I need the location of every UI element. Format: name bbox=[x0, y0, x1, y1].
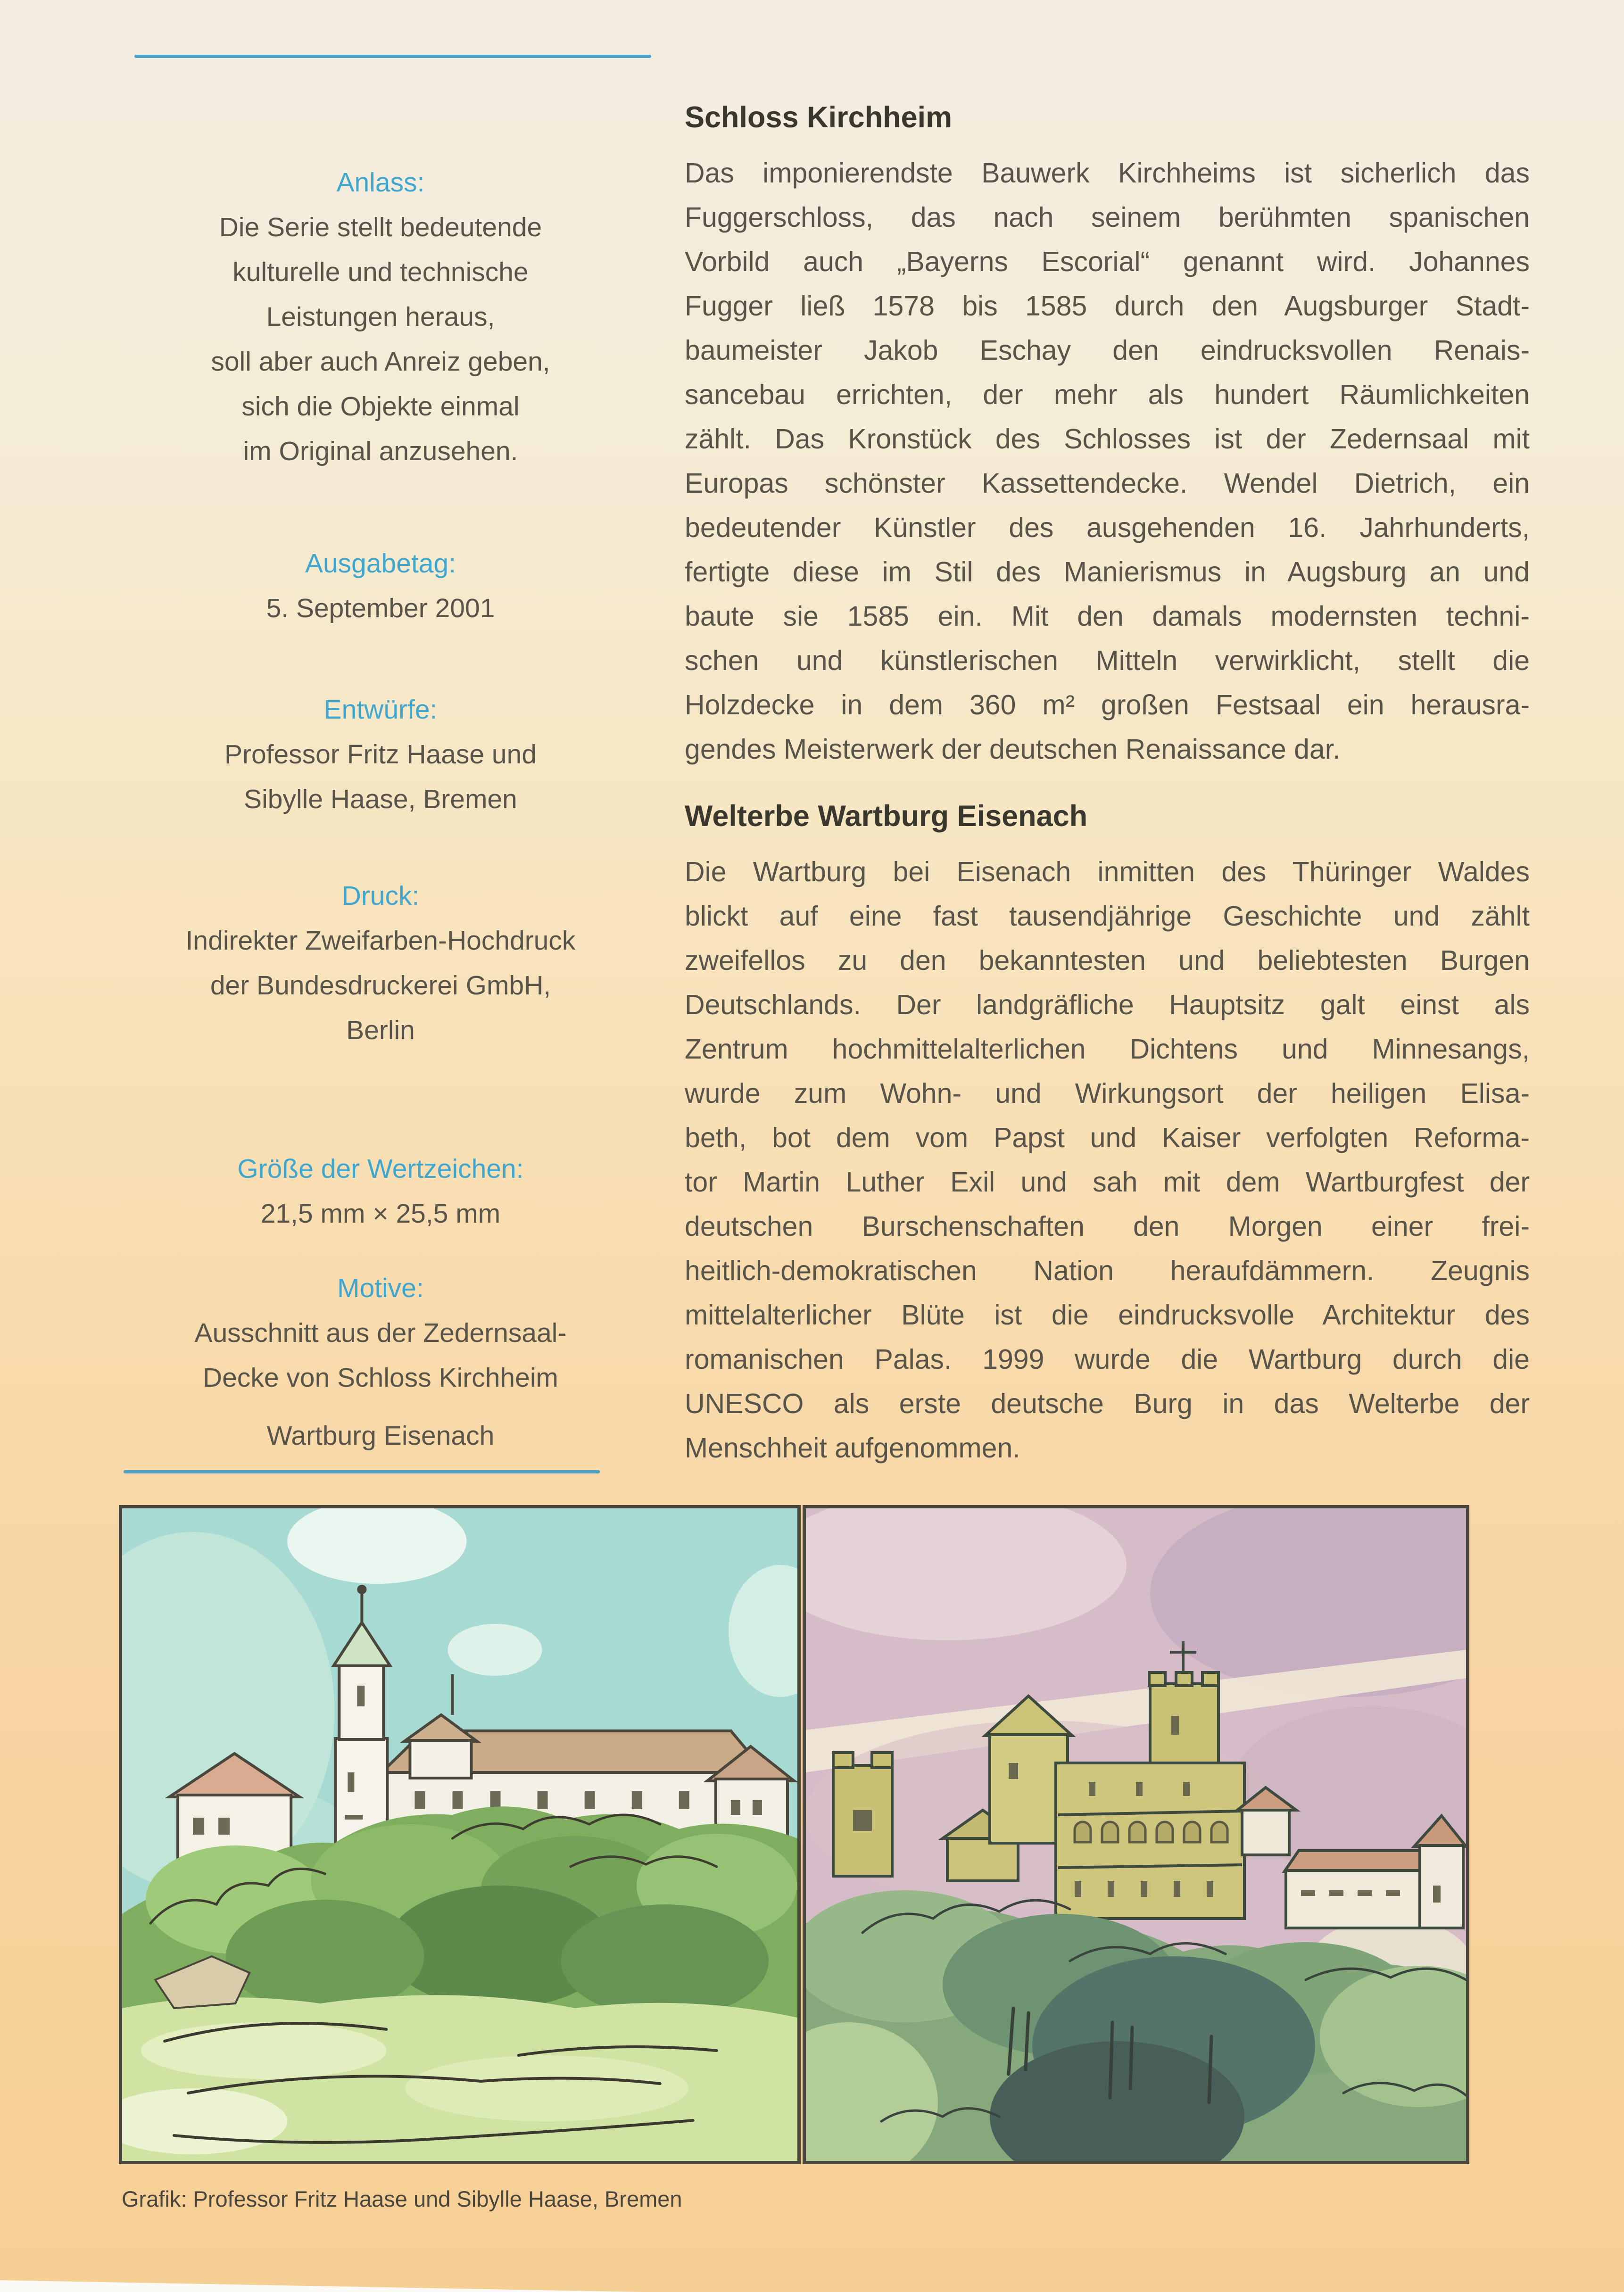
text-line: Professor Fritz Haase und bbox=[224, 739, 537, 770]
text-line: 5. September 2001 bbox=[266, 593, 495, 623]
text-line: baumeister Jakob Eschay den eindrucksvollen Renais- bbox=[685, 335, 1530, 366]
section-text bbox=[109, 1192, 652, 1236]
article-body bbox=[685, 850, 1530, 1470]
section-label: Motive: bbox=[337, 1273, 424, 1303]
text-line: kulturelle und technische bbox=[232, 257, 529, 287]
section-label: Entwürfe: bbox=[323, 695, 438, 725]
text-line: der Bundesdruckerei GmbH, bbox=[210, 970, 551, 1001]
text-line: Berlin bbox=[346, 1015, 415, 1045]
text-line: Holzdecke in dem 360 m² großen Festsaal ein herausra- bbox=[685, 689, 1530, 720]
text-line: Fuggerschloss, das nach seinem berühmten spanischen bbox=[685, 202, 1530, 233]
text-line: romanischen Palas. 1999 wurde die Wartburg durch die bbox=[685, 1344, 1530, 1375]
article-heading: Schloss Kirchheim bbox=[685, 101, 953, 134]
text-line: zählt. Das Kronstück des Schlosses ist der Zedernsaal mit bbox=[685, 423, 1530, 455]
text-line: mittelalterlicher Blüte ist die eindrucksvolle Architektur des bbox=[685, 1299, 1530, 1331]
text-line: wurde zum Wohn- und Wirkungsort der heiligen Elisa- bbox=[685, 1078, 1530, 1109]
article-heading: Welterbe Wartburg Eisenach bbox=[685, 800, 1088, 833]
divider-line-bottom bbox=[124, 1470, 600, 1473]
text-line: Sibylle Haase, Bremen bbox=[244, 784, 517, 814]
text-line: Europas schönster Kassettendecke. Wendel Dietrich, ein bbox=[685, 468, 1530, 499]
section-label: Anlass: bbox=[336, 167, 425, 198]
sidebar bbox=[109, 0, 652, 1509]
section-label: Größe der Wertzeichen: bbox=[237, 1154, 524, 1184]
section-text bbox=[109, 1311, 652, 1400]
text-line: blickt auf eine fast tausendjährige Geschichte und zählt bbox=[685, 901, 1530, 932]
text-line: schen und künstlerischen Mitteln verwirklicht, stellt die bbox=[685, 645, 1530, 676]
text-line: Menschheit aufgenommen. bbox=[685, 1432, 1020, 1464]
text-line: sich die Objekte einmal bbox=[241, 391, 520, 422]
text-line: deutschen Burschenschaften den Morgen einer frei- bbox=[685, 1211, 1530, 1242]
text-line: Das imponierendste Bauwerk Kirchheims ist sicherlich das bbox=[685, 157, 1530, 189]
text-line: baute sie 1585 ein. Mit den damals modernsten techni- bbox=[685, 601, 1530, 632]
motive-second-item: Wartburg Eisenach bbox=[266, 1421, 495, 1451]
text-line: bedeutender Künstler des ausgehenden 16. Jahrhunderts, bbox=[685, 512, 1530, 543]
schloss-kirchheim-illustration bbox=[119, 1505, 801, 2164]
section-text bbox=[109, 918, 652, 1053]
main-column bbox=[685, 0, 1530, 1509]
article-schloss-kirchheim bbox=[685, 100, 1530, 771]
text-line: 21,5 mm × 25,5 mm bbox=[260, 1199, 501, 1229]
text-line: Zentrum hochmittelalterlichen Dichtens und Minnesangs, bbox=[685, 1034, 1530, 1065]
sidebar-section-entwuerfe bbox=[109, 687, 652, 822]
text-line: Fugger ließ 1578 bis 1585 durch den Augsburger Stadt- bbox=[685, 290, 1530, 322]
text-line: Decke von Schloss Kirchheim bbox=[203, 1363, 558, 1393]
sidebar-section-ausgabetag bbox=[109, 541, 652, 631]
section-label: Druck: bbox=[341, 881, 420, 911]
text-line: fertigte diese im Stil des Manierismus in Augsburg an und bbox=[685, 556, 1530, 587]
text-line: heitlich-demokratischen Nation heraufdämmern. Zeugnis bbox=[685, 1255, 1530, 1286]
sidebar-section-anlass bbox=[109, 160, 652, 474]
section-text bbox=[109, 205, 652, 474]
section-text bbox=[109, 732, 652, 822]
text-line: Indirekter Zweifarben-Hochdruck bbox=[185, 926, 576, 956]
text-line: im Original anzusehen. bbox=[243, 436, 518, 466]
watercolor-wartburg bbox=[806, 1508, 1466, 2161]
text-line: sancebau errichten, der mehr als hundert Räumlichkeiten bbox=[685, 379, 1530, 410]
section-label: Ausgabetag: bbox=[305, 548, 456, 579]
sidebar-section-druck bbox=[109, 874, 652, 1053]
sidebar-section-motive bbox=[109, 1266, 652, 1458]
article-body bbox=[685, 151, 1530, 771]
section-text bbox=[109, 586, 652, 631]
text-line: Leistungen heraus, bbox=[266, 302, 495, 332]
text-line: Ausschnitt aus der Zedernsaal- bbox=[194, 1318, 567, 1348]
watercolor-schloss-kirchheim bbox=[122, 1508, 797, 2161]
article-wartburg-eisenach bbox=[685, 799, 1530, 1470]
text-line: beth, bot dem vom Papst und Kaiser verfolgten Reforma- bbox=[685, 1122, 1530, 1153]
text-line: UNESCO als erste deutsche Burg in das Welterbe der bbox=[685, 1388, 1530, 1419]
text-line: tor Martin Luther Exil und sah mit dem Wartburgfest der bbox=[685, 1167, 1530, 1198]
text-line: Die Wartburg bei Eisenach inmitten des Thüringer Waldes bbox=[685, 856, 1530, 887]
text-line: gendes Meisterwerk der deutschen Renaissance dar. bbox=[685, 734, 1341, 765]
wartburg-illustration bbox=[803, 1505, 1469, 2164]
sidebar-section-groesse bbox=[109, 1147, 652, 1236]
text-line: soll aber auch Anreiz geben, bbox=[211, 347, 550, 377]
text-line: Die Serie stellt bedeutende bbox=[219, 212, 542, 242]
illustration-credit: Grafik: Professor Fritz Haase und Sibylle Haase, Bremen bbox=[122, 2186, 682, 2211]
scan-edge-artifact bbox=[0, 2277, 1624, 2292]
text-line: Deutschlands. Der landgräfliche Hauptsitz galt einst als bbox=[685, 989, 1530, 1020]
text-line: zweifellos zu den bekanntesten und beliebtesten Burgen bbox=[685, 945, 1530, 976]
text-line: Vorbild auch „Bayerns Escorial“ genannt wird. Johannes bbox=[685, 246, 1530, 277]
